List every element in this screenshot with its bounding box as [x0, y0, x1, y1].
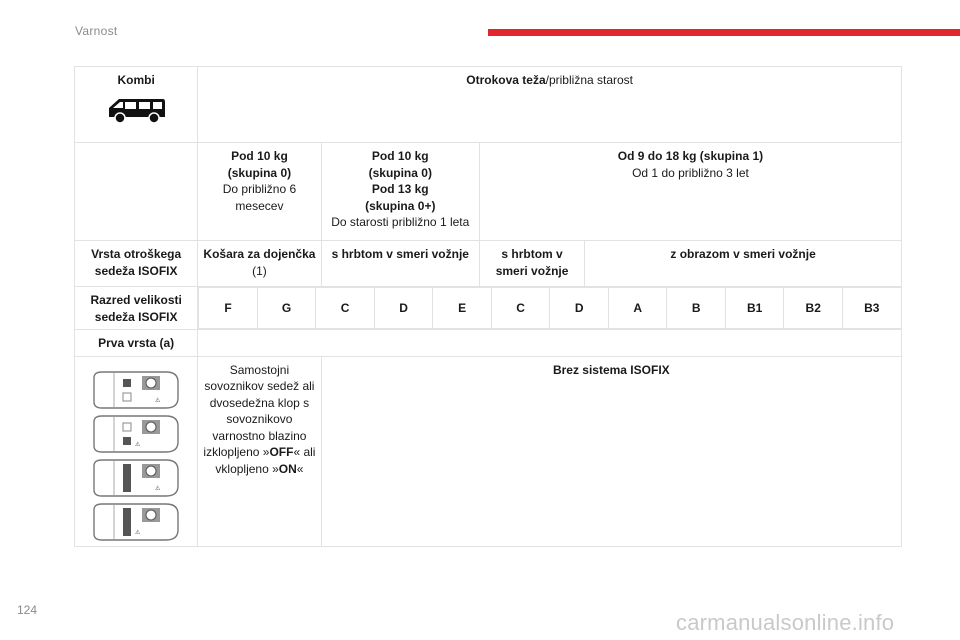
- svg-text:⚠: ⚠: [155, 397, 161, 404]
- size-class-e: E: [433, 288, 492, 329]
- row1-label: Prva vrsta (a): [75, 330, 198, 357]
- page-number: 124: [17, 603, 38, 617]
- size-class-g: G: [257, 288, 316, 329]
- car-plan-icon: [90, 370, 182, 410]
- group-1-cell: Od 9 do 18 kg (skupina 1) Od 1 do približno 3 let: [479, 143, 901, 241]
- svg-text:⚠: ⚠: [135, 441, 141, 448]
- group-row: [75, 143, 902, 241]
- row1-label-row: [75, 330, 902, 357]
- isofix-table: [74, 66, 902, 547]
- car-plan-icon: [90, 502, 182, 542]
- rear-facing-cell-1: s hrbtom v smeri vožnje: [321, 241, 479, 287]
- empty-cell: [75, 143, 198, 241]
- car-plan-icon: [90, 458, 182, 498]
- size-class-label: Razred velikosti sedeža ISOFIX: [75, 287, 198, 330]
- weight-header-bold: Otrokova teža: [466, 73, 546, 87]
- svg-text:⚠: ⚠: [135, 529, 141, 536]
- vehicle-label: Kombi: [117, 73, 155, 87]
- size-class-b: B: [667, 288, 726, 329]
- size-class-b1: B1: [725, 288, 784, 329]
- watermark: carmanualsonline.info: [676, 610, 895, 635]
- header-row: [75, 67, 902, 143]
- size-class-b3: B3: [842, 288, 901, 329]
- group-0-cell: Pod 10 kg (skupina 0) Do približno 6 mesecev: [198, 143, 321, 241]
- car-plan-icon: [90, 414, 182, 454]
- rear-facing-cell-2: s hrbtom v smeri vožnje: [479, 241, 584, 287]
- header-accent-bar: [488, 29, 960, 36]
- weight-header-rest: /približna starost: [545, 73, 634, 87]
- carrycot-cell: Košara za dojenčka (1): [198, 241, 321, 287]
- size-class-row: [75, 287, 902, 330]
- forward-facing-cell: z obrazom v smeri vožnje: [585, 241, 902, 287]
- seat-plan-cell: [75, 356, 198, 546]
- no-isofix-cell: Brez sistema ISOFIX: [321, 356, 901, 546]
- size-class-f: F: [199, 288, 258, 329]
- weight-header-cell: [198, 67, 902, 143]
- seat-type-label: Vrsta otroškega sedeža ISOFIX: [75, 241, 198, 287]
- size-class-c: C: [491, 288, 550, 329]
- group-0plus-cell: Pod 10 kg (skupina 0) Pod 13 kg (skupina 0+) Do starosti približno 1 leta: [321, 143, 479, 241]
- size-class-d: D: [374, 288, 433, 329]
- size-class-b2: B2: [784, 288, 843, 329]
- size-class-d: D: [550, 288, 609, 329]
- size-class-a: A: [608, 288, 667, 329]
- van-icon: [105, 95, 167, 125]
- vehicle-cell: [75, 67, 198, 143]
- section-title: Varnost: [75, 24, 118, 38]
- seat-description-cell: Samostojni sovoznikov sedež ali dvosedežna klop s sovoznikovo varnostno blazino izklopljeno »OFF« ali vklopljeno »ON«: [198, 356, 321, 546]
- seat-row: [75, 356, 902, 546]
- svg-text:⚠: ⚠: [155, 485, 161, 492]
- seat-type-row: [75, 241, 902, 287]
- size-class-c: C: [316, 288, 375, 329]
